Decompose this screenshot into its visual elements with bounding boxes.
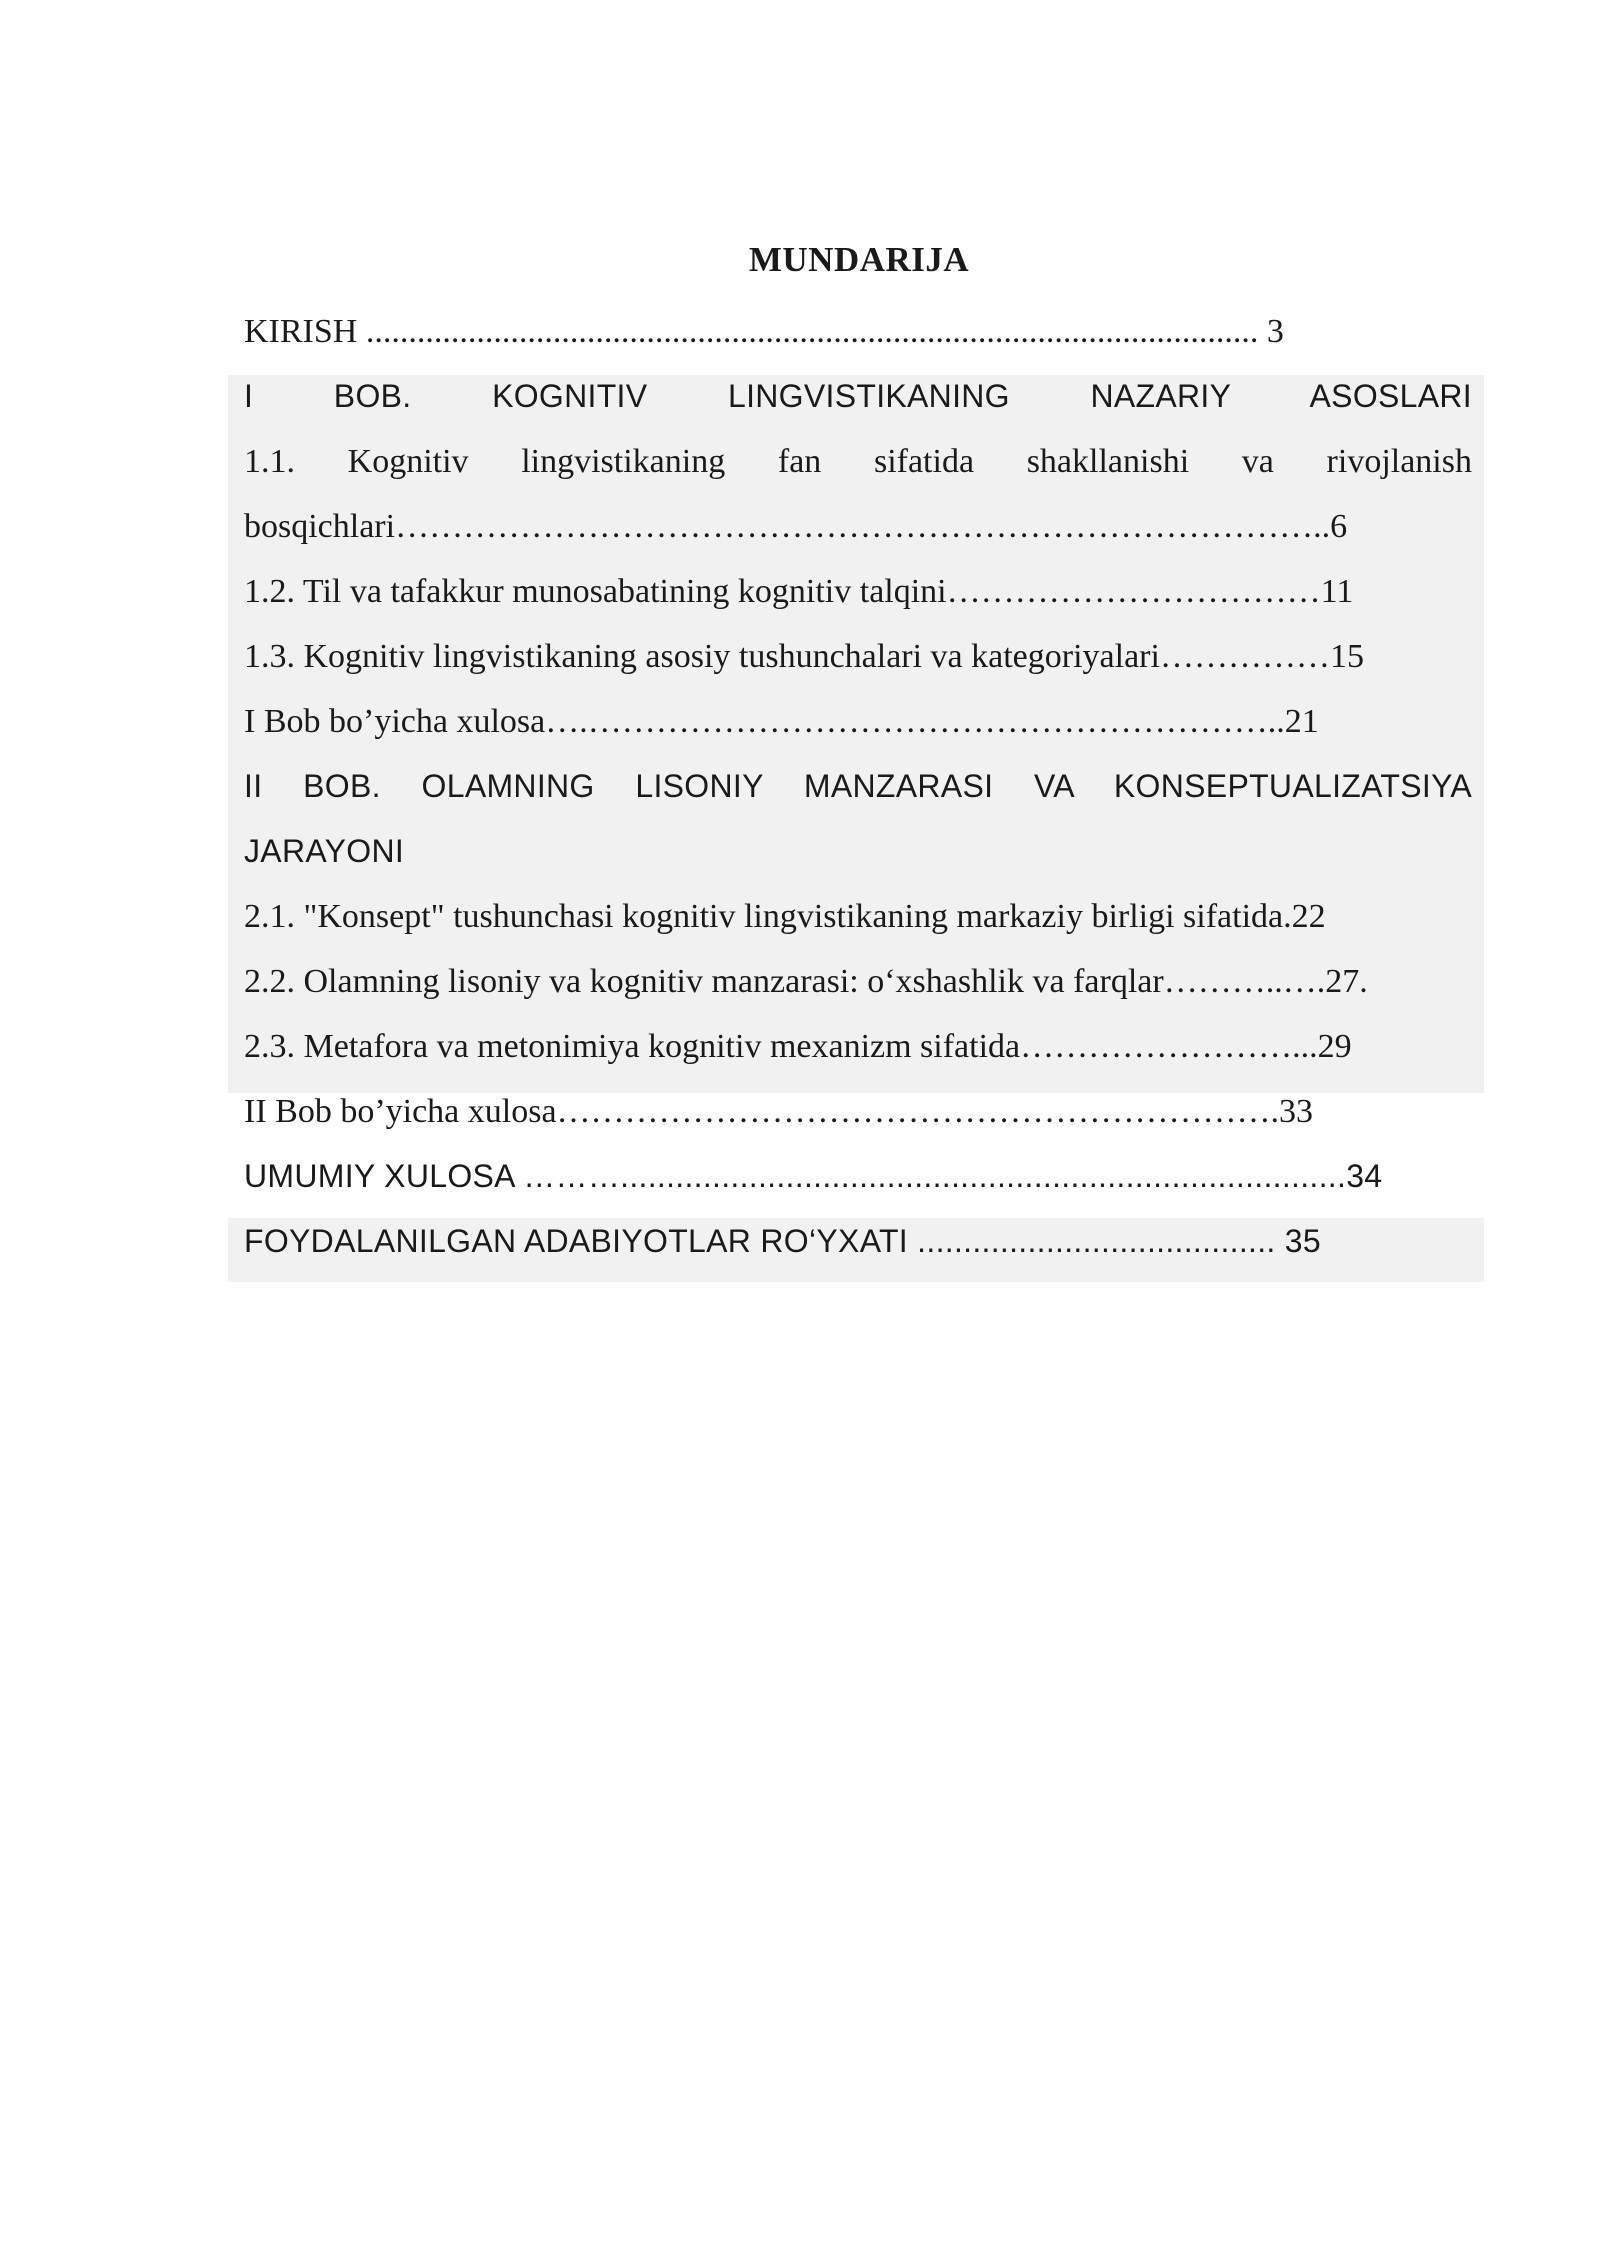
toc-entry-kirish[interactable]: KIRISH ......................................................................................................... 3 [244, 313, 1284, 350]
toc-entry-1-3[interactable]: 1.3. Kognitiv lingvistikaning asosiy tushunchalari va kategoriyalari……………15 [244, 638, 1364, 675]
toc-entry-adabiyotlar[interactable]: FOYDALANILGAN ADABIYOTLAR RO‘YXATI ....................................... 35 [244, 1223, 1322, 1259]
toc-entry-bob1-xulosa[interactable]: I Bob bo’yicha xulosa….……………………………………………………..21 [244, 703, 1319, 740]
toc-entry-2-2[interactable]: 2.2. Olamning lisoniy va kognitiv manzarasi: o‘xshashlik va farqlar………..….27. [244, 963, 1368, 1000]
page-title: MUNDARIJA [748, 240, 970, 279]
toc-entry-bob2-heading-line1[interactable]: II BOB. OLAMNING LISONIY MANZARASI VA KONSEPTUALIZATSIYA [244, 768, 1472, 804]
toc-entry-bob2-xulosa[interactable]: II Bob bo’yicha xulosa……………………………………………………….33 [244, 1093, 1314, 1130]
toc-entry-2-1[interactable]: 2.1. "Konsept" tushunchasi kognitiv lingvistikaning markaziy birligi sifatida.22 [244, 898, 1326, 935]
toc-entry-bob2-heading-line2[interactable]: JARAYONI [244, 833, 405, 869]
toc-entry-1-1-line2[interactable]: bosqichlari………………………………………………………………………..6 [244, 508, 1348, 545]
toc-entry-2-3[interactable]: 2.3. Metafora va metonimiya kognitiv mexanizm sifatida……………………...29 [244, 1028, 1352, 1065]
toc-entry-bob1-heading[interactable]: I BOB. KOGNITIV LINGVISTIKANING NAZARIY ASOSLARI [244, 378, 1472, 414]
toc-entry-1-1-line1[interactable]: 1.1. Kognitiv lingvistikaning fan sifatida shakllanishi va rivojlanish [244, 443, 1472, 480]
toc-entry-1-2[interactable]: 1.2. Til va tafakkur munosabatining kognitiv talqini……………………………11 [244, 573, 1354, 610]
toc-entry-umumiy-xulosa[interactable]: UMUMIY XULOSA ………...............................................................................34 [244, 1158, 1383, 1194]
